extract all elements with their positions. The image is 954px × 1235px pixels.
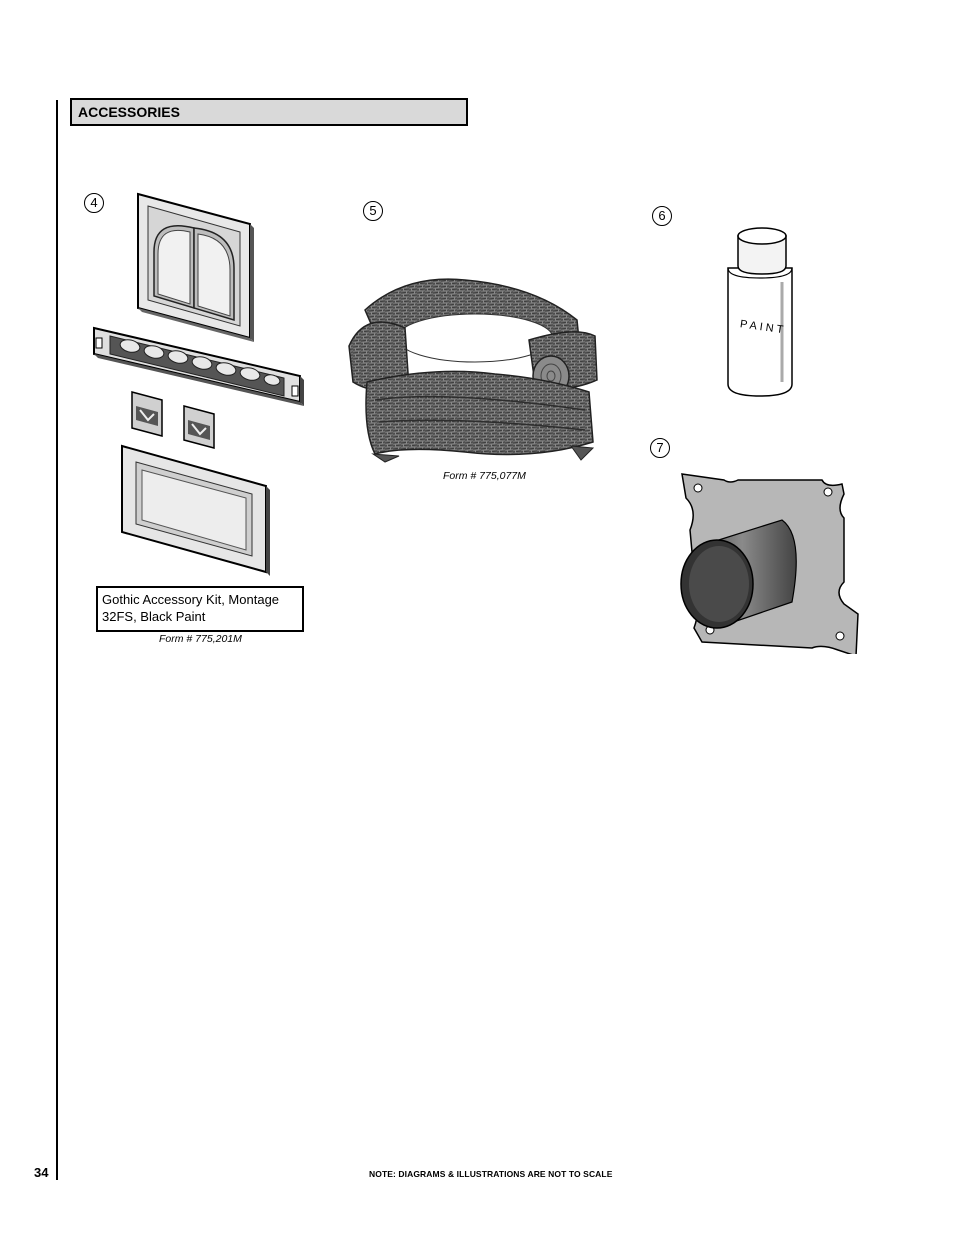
small-bracket-left	[132, 392, 162, 436]
gothic-door-panel	[138, 194, 254, 342]
form-number-log-set: Form # 775,077M	[443, 470, 526, 482]
left-margin-rule	[56, 100, 58, 1180]
item-number-7: 7	[650, 438, 670, 458]
paint-can-illustration	[722, 222, 802, 402]
form-number-gothic-kit: Form # 775,201M	[159, 633, 242, 645]
rectangular-frame	[122, 446, 270, 576]
gothic-kit-caption-text: Gothic Accessory Kit, Montage 32FS, Black Paint	[102, 592, 280, 624]
decorative-trim-bar	[94, 328, 304, 406]
page-number: 34	[34, 1165, 49, 1180]
scale-note: NOTE: DIAGRAMS & ILLUSTRATIONS ARE NOT TO SCALE	[369, 1169, 613, 1179]
item-number-6: 6	[652, 206, 672, 226]
section-header	[70, 98, 468, 126]
section-title: ACCESSORIES	[78, 104, 180, 120]
item-number-4: 4	[84, 193, 104, 213]
log-set-illustration	[345, 270, 600, 465]
vent-adapter-illustration	[672, 470, 862, 654]
gothic-kit-caption	[96, 586, 304, 632]
small-bracket-right	[184, 406, 214, 448]
item-number-5: 5	[363, 201, 383, 221]
gothic-accessory-kit-illustration	[90, 190, 315, 580]
paint-label: PAINT	[739, 318, 788, 337]
